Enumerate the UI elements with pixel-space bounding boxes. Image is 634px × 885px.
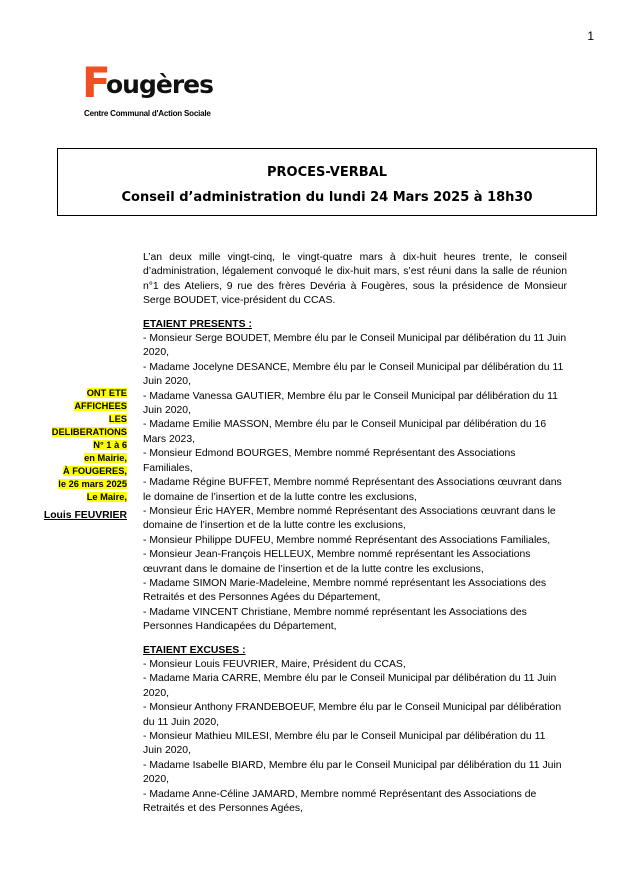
document-body <box>143 251 567 816</box>
document-subtitle: Conseil d’administration du lundi 24 Mars 2025 à 18h30 <box>121 190 533 205</box>
list-item: - Madame Isabelle BIARD, Membre élu par le Conseil Municipal par délibération du 11 Juin 2020, <box>143 759 562 786</box>
signer-name: Louis FEUVRIER <box>43 510 127 521</box>
list-item: - Monsieur Jean-François HELLEUX, Membre nommé représentant les Associations œuvrant dans le domaine de l’insertion et de la lutte contre les exclusions, <box>143 549 531 575</box>
logo-brand-rest: ougères <box>106 70 213 99</box>
list-item: - Monsieur Philippe DUFEU, Membre nommé Représentant des Associations Familiales, <box>143 534 551 546</box>
list-item: - Madame Anne-Céline JAMARD, Membre nommé Représentant des Associations de Retraités et des Personnes Agées, <box>143 788 537 815</box>
list-item: - Madame SIMON Marie-Madeleine, Membre nommé représentant les Associations des Retraités et des Personnes Agées du Département, <box>143 577 547 604</box>
stamp-line-2: LES DELIBERATIONS <box>51 414 127 437</box>
stamp-line-1: ONT ETE AFFICHEES <box>74 388 127 411</box>
stamp-line-6: le 26 mars 2025 <box>58 479 127 489</box>
stamp-line-5: À FOUGERES, <box>62 466 127 476</box>
posting-stamp <box>36 387 127 504</box>
intro-paragraph: L’an deux mille vingt-cinq, le vingt-quatre mars à dix-huit heures trente, le conseil d’administration, légalement convoqué le dix-huit mars, s’est réuni dans la salle de réunion n°1 des Ateliers, 9 rue des frères Devéria à Fougères, sous la présidence de Monsieur Serge BOUDET, vice-président du CCAS. <box>143 252 567 307</box>
list-item: - Madame Jocelyne DESANCE, Membre élu par le Conseil Municipal par délibération du 11 Juin 2020, <box>143 361 564 388</box>
list-item: - Monsieur Serge BOUDET, Membre élu par le Conseil Municipal par délibération du 11 Juin 2020, <box>143 333 567 359</box>
excused-heading: ETAIENT EXCUSES : <box>143 644 246 656</box>
list-item: - Monsieur Edmond BOURGES, Membre nommé Représentant des Associations Familiales, <box>143 448 516 474</box>
list-item: - Madame VINCENT Christiane, Membre nommé représentant les Associations des Personnes Handicapées du Département, <box>143 606 527 633</box>
title-box <box>57 148 597 216</box>
stamp-line-7: Le Maire, <box>86 492 127 502</box>
document-title: PROCES-VERBAL <box>266 165 388 180</box>
excused-list <box>143 658 567 816</box>
list-item: - Monsieur Louis FEUVRIER, Maire, Président du CCAS, <box>143 658 406 670</box>
page-number: 1 <box>587 29 594 43</box>
list-item: - Madame Emilie MASSON, Membre élu par le Conseil Municipal par délibération du 16 Mars 2023, <box>143 419 547 445</box>
present-list <box>143 332 567 635</box>
logo-f-mark: F <box>82 58 111 107</box>
list-item: - Madame Vanessa GAUTIER, Membre élu par le Conseil Municipal par délibération du 11 Juin 2020, <box>143 390 558 417</box>
list-item: - Monsieur Éric HAYER, Membre nommé Représentant des Associations œuvrant dans le domaine de l’insertion et de la lutte contre les exclusions, <box>143 505 556 532</box>
ccas-logo <box>82 58 242 124</box>
present-heading: ETAIENT PRESENTS : <box>143 318 252 330</box>
stamp-line-4: en Mairie, <box>84 453 127 463</box>
list-item: - Madame Maria CARRE, Membre élu par le Conseil Municipal par délibération du 11 Juin 2020, <box>143 673 557 699</box>
list-item: - Monsieur Anthony FRANDEBOEUF, Membre élu par le Conseil Municipal par délibération du 11 Juin 2020, <box>143 702 562 728</box>
stamp-line-3: N° 1 à 6 <box>93 440 127 450</box>
logo-tagline: Centre Communal d'Action Sociale <box>84 109 211 118</box>
list-item: - Madame Régine BUFFET, Membre nommé Représentant des Associations œuvrant dans le domaine de l’insertion et de la lutte contre les exclusions, <box>143 477 562 503</box>
list-item: - Monsieur Mathieu MILESI, Membre élu par le Conseil Municipal par délibération du 11 Juin 2020, <box>143 731 546 757</box>
